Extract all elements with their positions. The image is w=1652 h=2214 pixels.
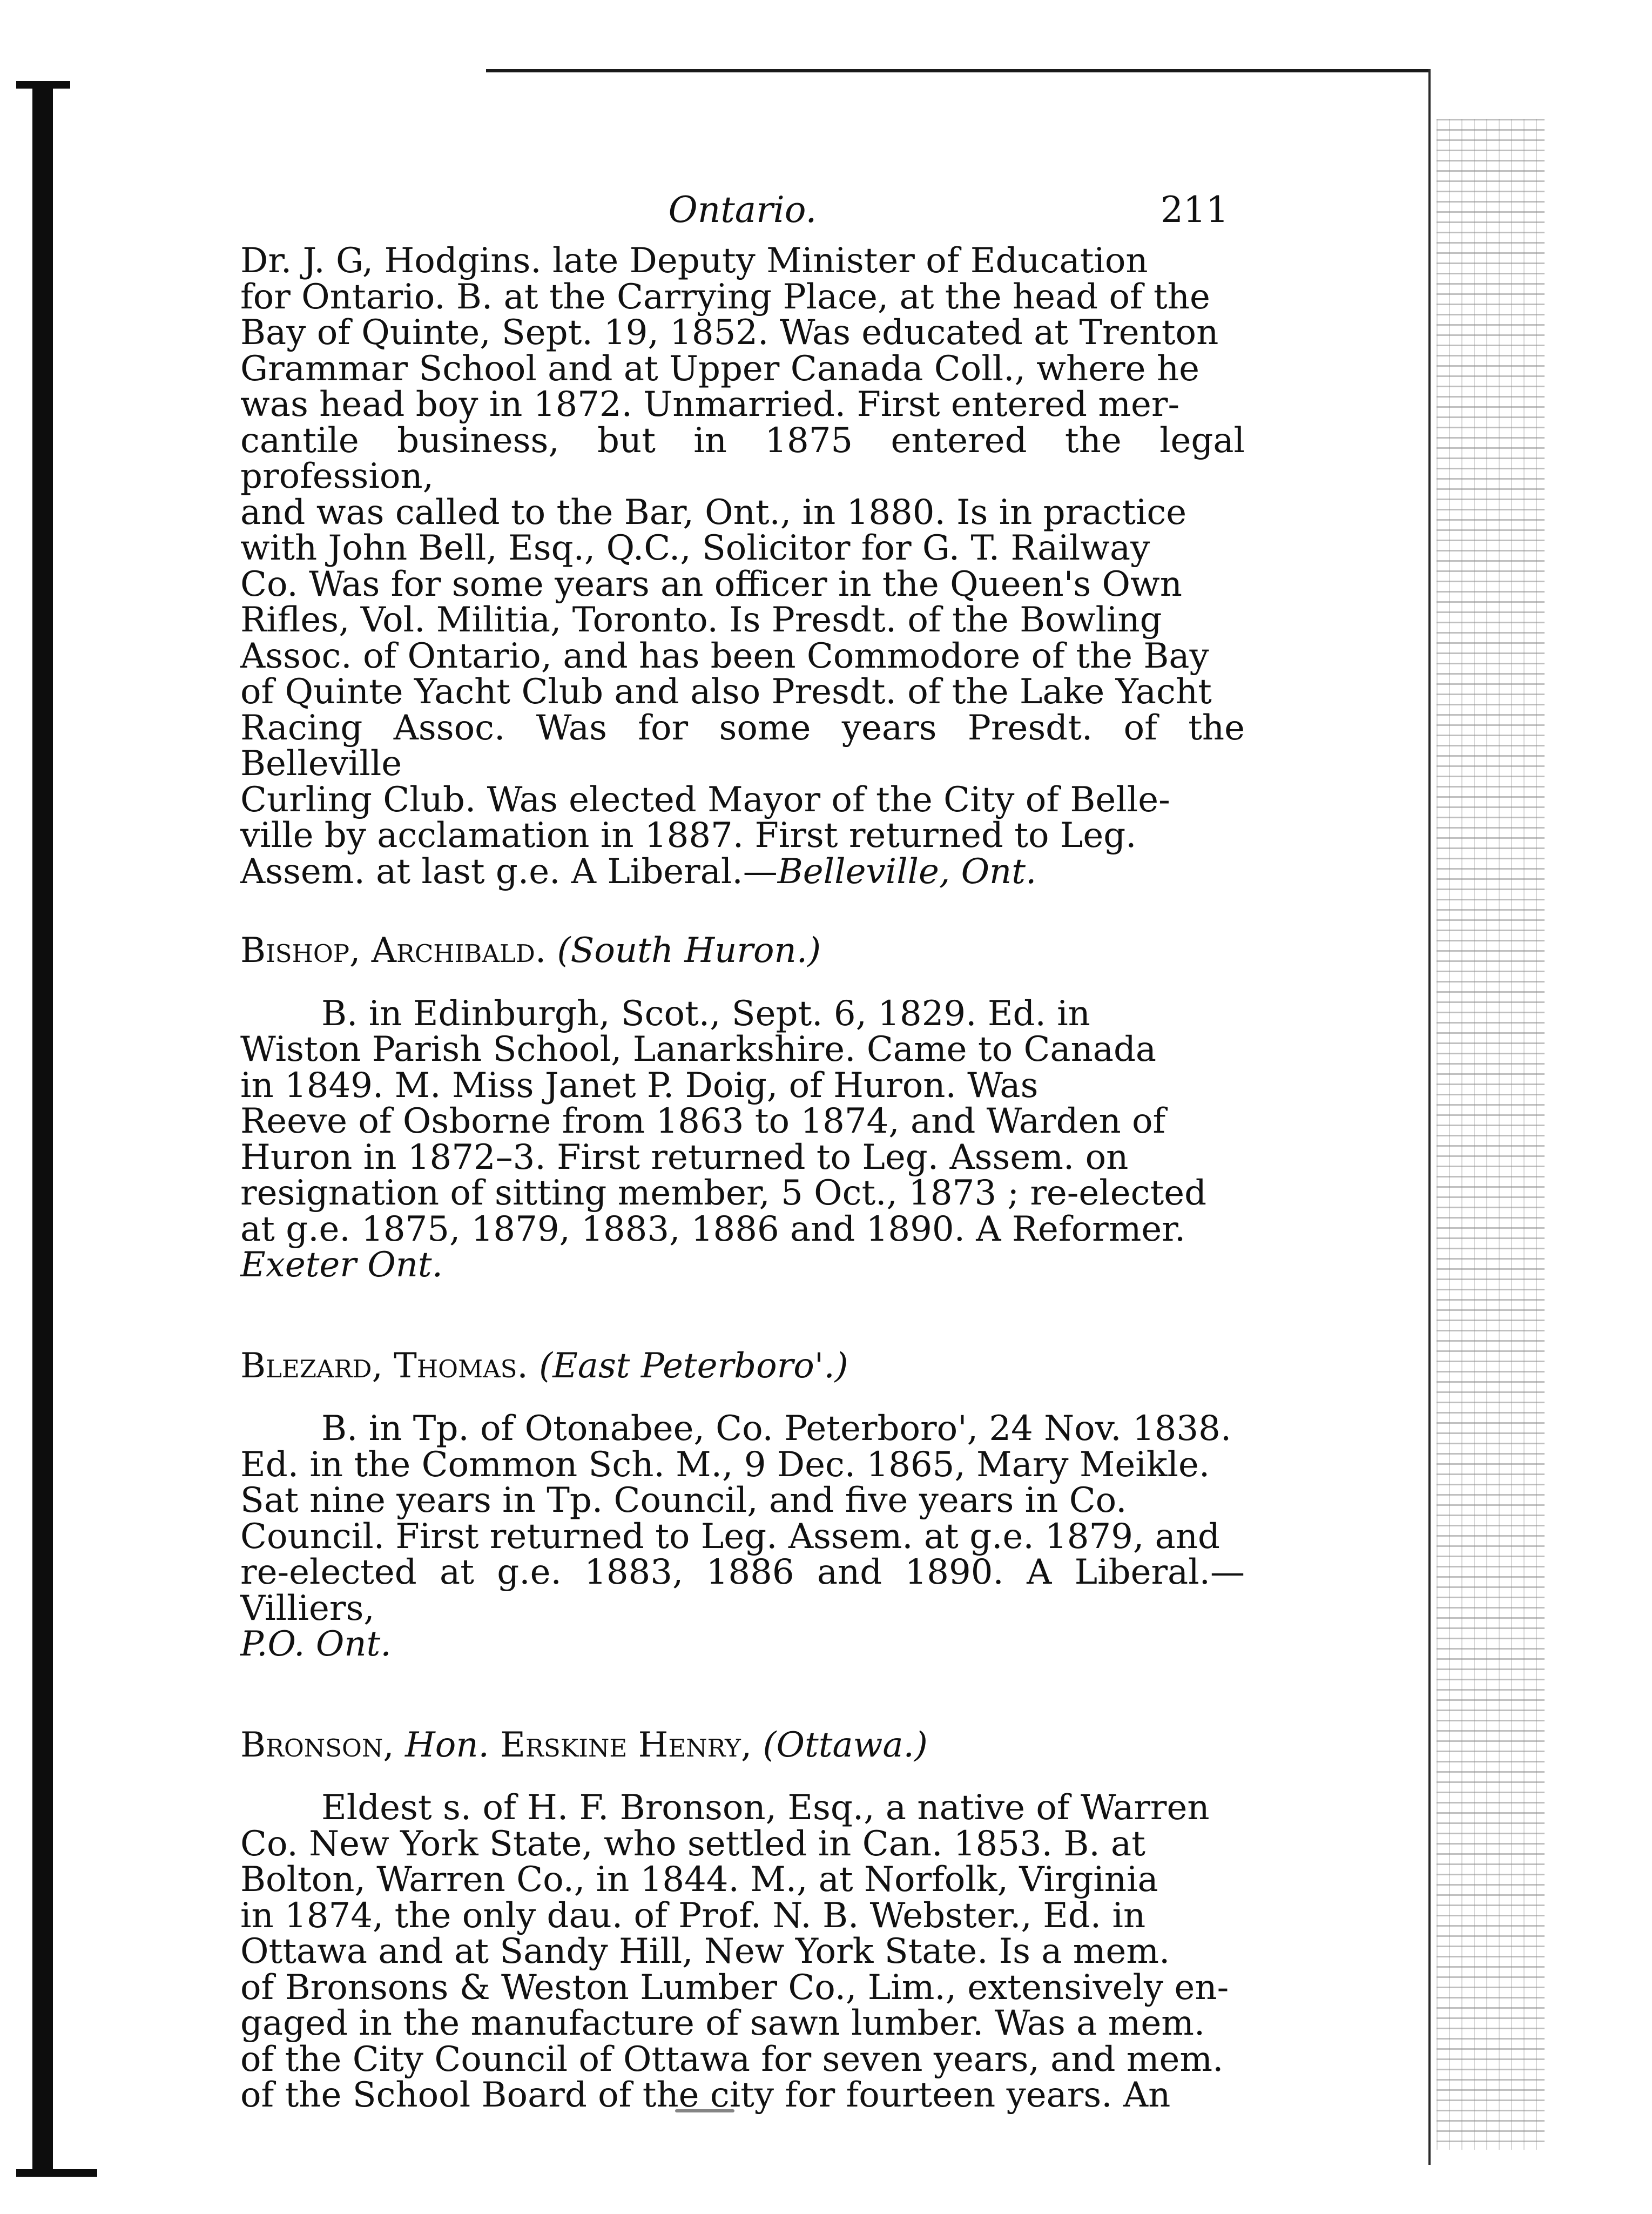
text-line: Co. Was for some years an officer in the Queen's Own — [240, 564, 1182, 604]
text-line: Curling Club. Was elected Mayor of the City of Belle- — [240, 779, 1170, 820]
entry-bronson — [240, 1727, 1245, 2114]
binding-edge — [32, 81, 53, 2177]
text-fragment: Assem. at last g.e. A Liberal.— — [240, 851, 778, 892]
entry-hodgins — [240, 243, 1245, 890]
entry-body — [240, 1790, 1245, 2114]
text-line: Assoc. of Ontario, and has been Commodore of the Bay — [240, 636, 1209, 676]
text-line: of Bronsons & Weston Lumber Co., Lim., extensively en- — [240, 1967, 1229, 2008]
text-line: ville by acclamation in 1887. First returned to Leg. — [240, 816, 1137, 856]
entry-body — [240, 1411, 1245, 1663]
text-line: in 1849. M. Miss Janet P. Doig, of Huron. Was — [240, 1065, 1039, 1106]
address: Belleville, Ont. — [777, 851, 1037, 892]
page-edge — [1428, 69, 1431, 2165]
text-line: Rifles, Vol. Militia, Toronto. Is Presdt. of the Bowling — [240, 600, 1162, 640]
text-line: gaged in the manufacture of sawn lumber. Was a mem. — [240, 2003, 1205, 2043]
entry-heading — [240, 1345, 1245, 1386]
address: P.O. Ont. — [240, 1624, 392, 1664]
text-line: cantile business, but in 1875 entered the legal profession, — [240, 420, 1245, 496]
running-head — [240, 178, 1245, 243]
address: Exeter Ont. — [240, 1245, 443, 1285]
member-name: Bronson, — [240, 1725, 394, 1765]
text-line: in 1874, the only dau. of Prof. N. B. Webster., Ed. in — [240, 1895, 1146, 1936]
text-line — [240, 1626, 1245, 1663]
text-line — [240, 851, 1245, 892]
text-line: of the School Board of the city for fourteen years. An — [240, 2075, 1171, 2115]
text-line: resignation of sitting member, 5 Oct., 1873 ; re-elected — [240, 1173, 1207, 1213]
text-line: Grammar School and at Upper Canada Coll., where he — [240, 348, 1199, 389]
text-line: of the City Council of Ottawa for seven years, and mem. — [240, 2039, 1224, 2080]
entry-heading — [240, 1727, 1245, 1764]
text-line: Bay of Quinte, Sept. 19, 1852. Was educated at Trenton — [240, 313, 1219, 353]
text-line: Council. First returned to Leg. Assem. at g.e. 1879, and — [240, 1516, 1220, 1557]
constituency: (South Huron.) — [557, 931, 821, 971]
page-number: 211 — [1161, 189, 1229, 231]
page — [240, 178, 1245, 2114]
text-line: at g.e. 1875, 1879, 1883, 1886 and 1890. A Reformer. — [240, 1209, 1186, 1249]
member-name: Blezard, Thomas. — [240, 1345, 528, 1386]
top-rule — [486, 69, 1428, 72]
text-line: with John Bell, Esq., Q.C., Solicitor for G. T. Railway — [240, 528, 1150, 568]
text-line: B. in Tp. of Otonabee, Co. Peterboro', 24 Nov. 1838. — [321, 1409, 1232, 1449]
text-line: Dr. J. G, Hodgins. late Deputy Minister of Education — [240, 241, 1148, 281]
text-line: of Quinte Yacht Club and also Presdt. of the Lake Yacht — [240, 672, 1212, 712]
entry-blezard — [240, 1345, 1245, 1664]
honorific: Hon. — [404, 1725, 489, 1765]
member-given-names: Erskine Henry, — [500, 1725, 752, 1765]
text-line — [240, 1247, 1245, 1283]
text-line: Racing Assoc. Was for some years Presdt. of the Belleville — [240, 708, 1245, 784]
page-title: Ontario. — [668, 189, 817, 231]
text-line: re-elected at g.e. 1883, 1886 and 1890. A Liberal.—Villiers, — [240, 1552, 1245, 1628]
text-line: Ottawa and at Sandy Hill, New York State. Is a mem. — [240, 1932, 1170, 1971]
text-line: Ed. in the Common Sch. M., 9 Dec. 1865, Mary Meikle. — [240, 1444, 1210, 1485]
text-line: and was called to the Bar, Ont., in 1880. Is in practice — [240, 492, 1187, 533]
text-line: Huron in 1872–3. First returned to Leg. Assem. on — [240, 1137, 1129, 1177]
scan-noise — [1437, 119, 1545, 2150]
entry-bishop — [240, 933, 1245, 1283]
text-line: was head boy in 1872. Unmarried. First entered mer- — [240, 385, 1180, 425]
text-line: Sat nine years in Tp. Council, and five years in Co. — [240, 1481, 1127, 1520]
text-line: Co. New York State, who settled in Can. 1853. B. at — [240, 1823, 1145, 1864]
constituency: (East Peterboro'.) — [539, 1345, 848, 1386]
entry-body — [240, 993, 1245, 1285]
text-line: Bolton, Warren Co., in 1844. M., at Norfolk, Virginia — [240, 1860, 1158, 1900]
constituency: (Ottawa.) — [763, 1725, 928, 1765]
text-line: Eldest s. of H. F. Bronson, Esq., a native of Warren — [321, 1788, 1210, 1828]
text-line: B. in Edinburgh, Scot., Sept. 6, 1829. Ed. in — [321, 993, 1090, 1034]
text-line: Wiston Parish School, Lanarkshire. Came to Canada — [240, 1029, 1157, 1069]
text-line: Reeve of Osborne from 1863 to 1874, and Warden of — [240, 1101, 1166, 1141]
entry-body — [240, 243, 1245, 890]
member-name: Bishop, Archibald. — [240, 931, 547, 971]
entry-heading — [240, 933, 1245, 969]
text-line: for Ontario. B. at the Carrying Place, at the head of the — [240, 277, 1210, 317]
